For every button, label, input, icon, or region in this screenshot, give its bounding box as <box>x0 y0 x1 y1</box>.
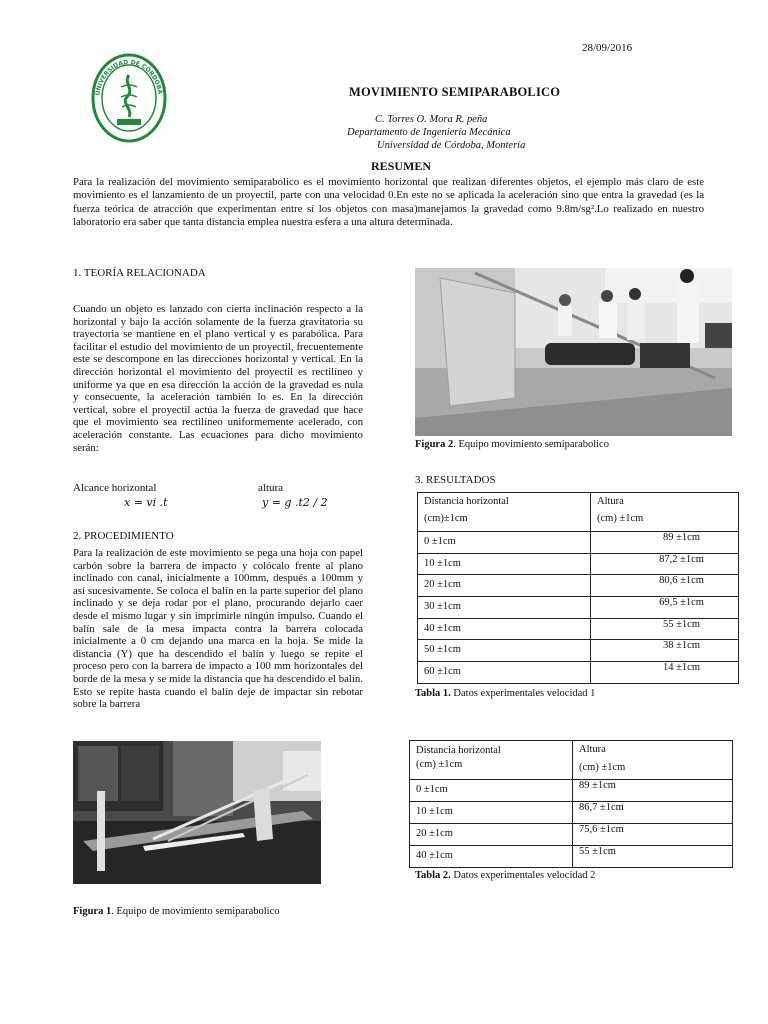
university-logo <box>91 53 167 143</box>
table1-label: Tabla 1. <box>415 688 451 699</box>
table-header-row <box>418 493 739 532</box>
section-heading-theory: 1. TEORÍA RELACIONADA <box>73 267 206 279</box>
theory-paragraph: Cuando un objeto es lanzado con cierta inclinación respecto a la horizontal y bajo la acción solamente de la fuerza gravitatoria su trayectoria se mantiene en el plano vertical y es parabólica. Para facilitar el estudio del movimiento de un proyectil, frecuentemente este se descompone en las direcciones horizontal y vertical. En la dirección horizontal el movimiento del proyectil es rectilíneo y uniforme ya que en esa dirección la acción de la gravedad es nula y consecuente, la aceleración también lo es. En la dirección vertical, sobre el proyectil actúa la fuerza de gravedad que hace que el movimiento sea rectilíneo uniformemente acelerado, con aceleración constante. Las ecuaciones para dicho movimiento serán: <box>73 303 363 454</box>
table-header-cell: Altura (cm) ±1cm <box>573 741 733 780</box>
logo-text: UNIVERSIDAD DE CÓRDOBA <box>94 58 164 97</box>
table-header-row <box>410 741 733 780</box>
table-row: 60 ±1cm 14 ±1cm <box>418 662 739 684</box>
table-row: 10 ±1cm 86,7 ±1cm <box>410 802 733 824</box>
figure1-label: Figura 1 <box>73 906 112 917</box>
table-row: 40 ±1cm 55 ±1cm <box>410 846 733 868</box>
paper-university: Universidad de Córdoba, Montería <box>377 140 526 151</box>
paper-authors: C. Torres O. Mora R. peña <box>375 114 488 125</box>
table-row: 40 ±1cm 55 ±1cm <box>418 618 739 640</box>
table-header-cell: Altura (cm) ±1cm <box>591 493 739 532</box>
results-table-2 <box>409 740 733 868</box>
table-row: 10 ±1cm 87,2 ±1cm <box>418 553 739 575</box>
section-heading-procedure: 2. PROCEDIMIENTO <box>73 530 174 542</box>
table2-caption-text: Datos experimentales velocidad 2 <box>450 870 596 881</box>
paper-department: Departamento de Ingeniería Mecánica <box>347 127 511 138</box>
table-row: 0 ±1cm 89 ±1cm <box>418 532 739 554</box>
table-row: 50 ±1cm 38 ±1cm <box>418 640 739 662</box>
figure2-label: Figura 2 <box>415 439 454 450</box>
figure1-photo <box>73 741 321 884</box>
figure1-caption-text: . Equipo de movimiento semiparabolico <box>111 906 280 917</box>
table-row: 0 ±1cm 89 ±1cm <box>410 780 733 802</box>
section-heading-results: 3. RESULTADOS <box>415 474 496 486</box>
results-table-1 <box>417 492 739 684</box>
figure2-caption-text: . Equipo movimiento semiparabolico <box>453 439 609 450</box>
table-header-cell: Distancia horizontal (cm)±1cm <box>418 493 591 532</box>
abstract-heading: RESUMEN <box>371 159 432 173</box>
table-row: 20 ±1cm 75,6 ±1cm <box>410 824 733 846</box>
table-row: 30 ±1cm 69,5 ±1cm <box>418 597 739 619</box>
table-header-cell: Distancia horizontal (cm) ±1cm <box>410 741 573 780</box>
figure2-photo <box>415 268 732 436</box>
table1-caption <box>415 688 595 699</box>
table-row: 20 ±1cm 80,6 ±1cm <box>418 575 739 597</box>
document-date: 28/09/2016 <box>582 42 633 54</box>
table1-caption-text: Datos experimentales velocidad 1 <box>450 688 596 699</box>
table2-label: Tabla 2. <box>415 870 451 881</box>
figure1-caption <box>73 906 279 917</box>
figure2-caption <box>415 439 609 450</box>
equation-horizontal: x = vi .t <box>124 496 168 509</box>
procedure-paragraph: Para la realización de este movimiento se pega una hoja con papel carbón sobre la barrera de impacto y colócalo frente al plano inclinado con canal, inicialmente a 100mm, después a 100mm y así sucesivamente. Se coloca el balín en la parte superior del plano inclinado y se deja rodar por el plano, procurando dejarlo caer desde el mismo lugar y sin imprimirle ningún impulso. Cuando el balín sale de la mesa impacta contra la barrera colocada inicialmente a 0 cm dejando una marca en la hoja. Se mide la distancia (Y) que ha descendido el balín y luego se repite el proceso pero con la barrera de impacto a 100 mm horizontales del borde de la mesa y se mide la distancia que ha descendido el balín. Esto se repite hasta cuando el balín deje de impactar sin rebotar sobre la barrera <box>73 547 363 711</box>
equation-label-height: altura <box>258 482 284 494</box>
paper-title: MOVIMIENTO SEMIPARABOLICO <box>349 85 561 99</box>
abstract-text: Para la realización del movimiento semiparabolico es el movimiento horizontal que realizan diferentes objetos, el ejemplo más claro de este movimiento es el lanzamiento de un proyectil, parte con una velocidad 0.En este no se aplicada la aceleración sino que entra la gravedad (es la fuerza teórica de atracción que experimentan entre sí los objetos con masa)manejamos la gravedad como 9.8m/sg².Lo realizado en nuestro laboratorio era saber que tanta distancia emplea nuestra esfera a una altura determinada. <box>73 176 704 229</box>
equation-label-horizontal: Alcance horizontal <box>73 482 157 494</box>
equation-height: y = g .t2 / 2 <box>262 496 328 509</box>
table2-caption <box>415 870 595 881</box>
